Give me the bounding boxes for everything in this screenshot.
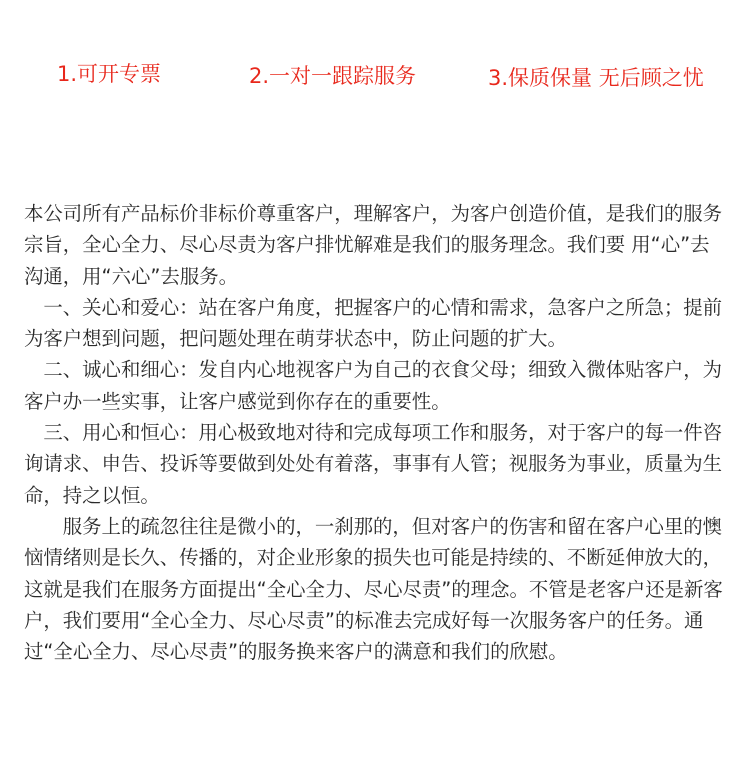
- intro-paragraph: 本公司所有产品标价非标价尊重客户，理解客户，为客户创造价值，是我们的服务宗旨，全心全力、尽心尽责为客户排忧解难是我们的服务理念。我们要 用“心”去沟通，用“六心”去服务。: [24, 202, 723, 288]
- closing-paragraph: 服务上的疏忽往往是微小的，一刹那的，但对客户的伤害和留在客户心里的懊恼情绪则是长久、传播的，对企业形象的损失也可能是持续的、不断延伸放大的，这就是我们在服务方面提出“全心全力、尽心尽责”的理念。不管是老客户还是新客户，我们要用“全心全力、尽心尽责”的标准去完成好每一次服务客户的任务。通过“全心全力、尽心尽责”的服务换来客户的满意和我们的欣慰。: [24, 514, 723, 664]
- point-sincerity-paragraph: 二、诚心和细心：发自内心地视客户为自己的衣食父母；细致入微体贴客户，为客户办一些实事，让客户感觉到你存在的重要性。: [24, 358, 723, 413]
- point-dedication-paragraph: 三、用心和恒心：用心极致地对待和完成每项工作和服务，对于客户的每一件咨询请求、申告、投诉等要做到处处有着落，事事有人管；视服务为事业，质量为生命，持之以恒。: [24, 421, 723, 507]
- highlight-quality-guarantee: 3.保质保量 无后顾之忧: [488, 66, 704, 90]
- point-care-paragraph: 一、关心和爱心：站在客户角度，把握客户的心情和需求，急客户之所急；提前为客户想到问题，把问题处理在萌芽状态中，防止问题的扩大。: [24, 295, 723, 351]
- highlight-tracking-service: 2.一对一跟踪服务: [249, 64, 417, 88]
- service-highlights: [0, 58, 750, 98]
- highlight-invoice: 1.可开专票: [57, 62, 162, 86]
- service-philosophy-text: [24, 198, 724, 667]
